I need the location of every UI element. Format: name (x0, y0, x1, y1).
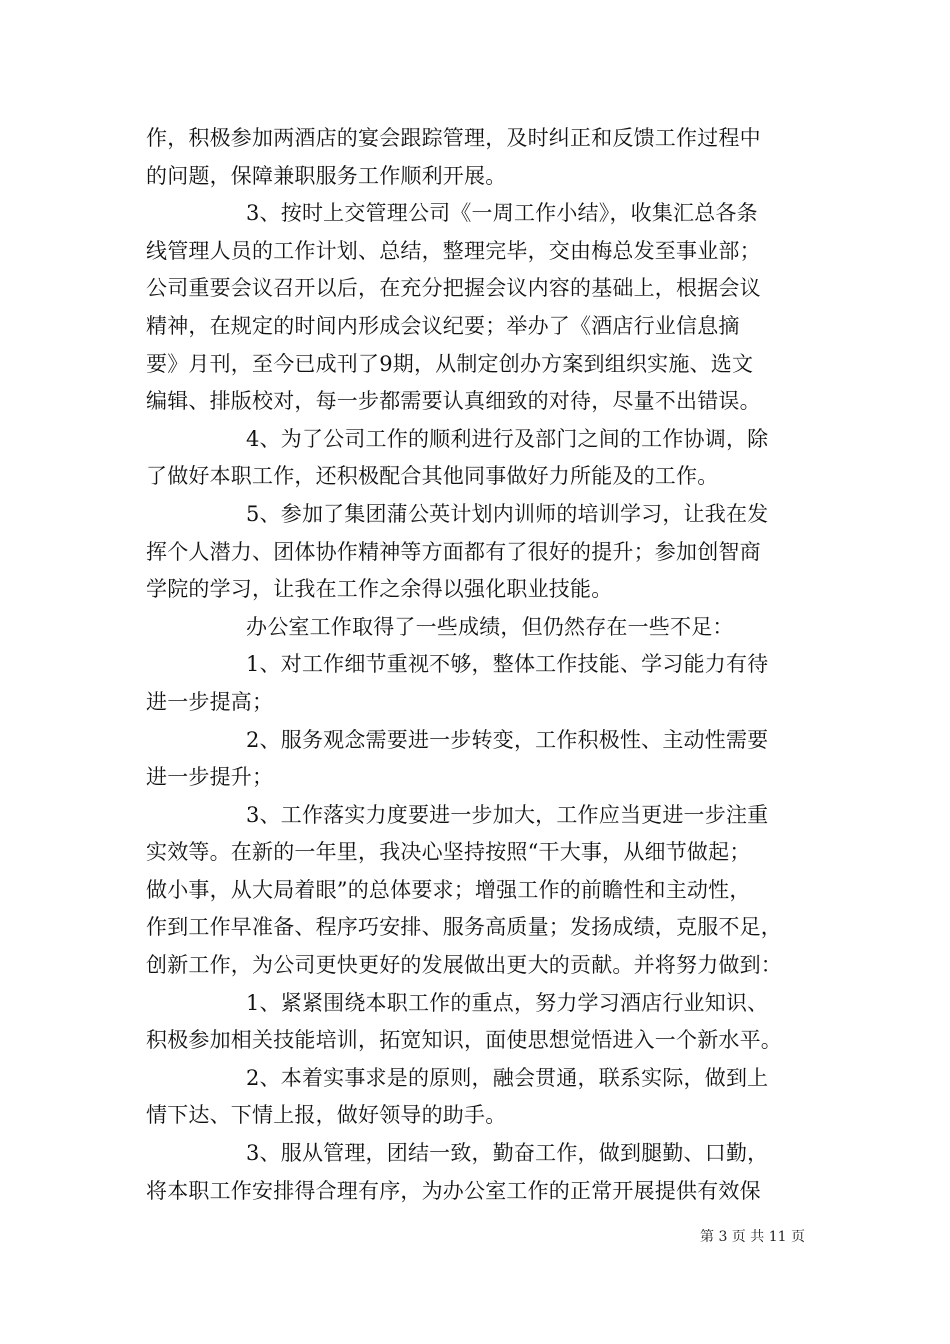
body-line: 积极参加相关技能培训，拓宽知识，面使思想觉悟进入一个新水平。 (146, 1028, 782, 1053)
body-line: 办公室工作取得了一些成绩，但仍然存在一些不足： (246, 614, 734, 639)
body-line: 线管理人员的工作计划、总结，整理完毕，交由梅总发至事业部； (146, 238, 761, 263)
body-line: 3、服从管理，团结一致，勤奋工作，做到腿勤、口勤， (246, 1141, 769, 1166)
body-line: 5、参加了集团蒲公英计划内训师的培训学习，让我在发 (246, 501, 769, 526)
body-line: 创新工作，为公司更快更好的发展做出更大的贡献。并将努力做到： (146, 953, 782, 978)
body-line: 要》月刊，至今已成刊了9期，从制定创办方案到组织实施、选文 (146, 351, 754, 376)
body-line: 4、为了公司工作的顺利进行及部门之间的工作协调，除 (246, 426, 769, 451)
body-line: 情下达、下情上报，做好领导的助手。 (146, 1103, 507, 1128)
body-line: 的问题，保障兼职服务工作顺利开展。 (146, 163, 507, 188)
body-line: 编辑、排版校对，每一步都需要认真细致的对待，尽量不出错误。 (146, 389, 761, 414)
body-line: 进一步提高； (146, 689, 274, 714)
body-line: 做小事，从大局着眼”的总体要求；增强工作的前瞻性和主动性， (146, 877, 751, 902)
body-line: 2、服务观念需要进一步转变，工作积极性、主动性需要 (246, 727, 769, 752)
body-line: 挥个人潜力、团体协作精神等方面都有了很好的提升；参加创智商 (146, 539, 761, 564)
body-line: 学院的学习，让我在工作之余得以强化职业技能。 (146, 577, 613, 602)
page-number-footer: 第 3 页 共 11 页 (700, 1229, 805, 1245)
body-line: 进一步提升； (146, 765, 274, 790)
body-line: 3、工作落实力度要进一步加大，工作应当更进一步注重 (246, 802, 769, 827)
body-line: 1、紧紧围绕本职工作的重点，努力学习酒店行业知识、 (246, 990, 769, 1015)
body-line: 将本职工作安排得合理有序，为办公室工作的正常开展提供有效保 (146, 1178, 761, 1203)
body-line: 实效等。在新的一年里，我决心坚持按照“干大事，从细节做起； (146, 840, 751, 865)
document-body (146, 120, 826, 1210)
body-line: 3、按时上交管理公司《一周工作小结》，收集汇总各条 (246, 201, 758, 226)
body-line: 公司重要会议召开以后，在充分把握会议内容的基础上，根据会议 (146, 276, 761, 301)
body-line: 2、本着实事求是的原则，融会贯通，联系实际，做到上 (246, 1065, 769, 1090)
body-line: 了做好本职工作，还积极配合其他同事做好力所能及的工作。 (146, 464, 719, 489)
body-line: 作，积极参加两酒店的宴会跟踪管理，及时纠正和反馈工作过程中 (146, 126, 761, 150)
body-line: 精神，在规定的时间内形成会议纪要；举办了《酒店行业信息摘 (146, 313, 740, 338)
body-line: 1、对工作细节重视不够，整体工作技能、学习能力有待 (246, 652, 769, 677)
body-line: 作到工作早准备、程序巧安排、服务高质量；发扬成绩，克服不足， (146, 915, 782, 940)
